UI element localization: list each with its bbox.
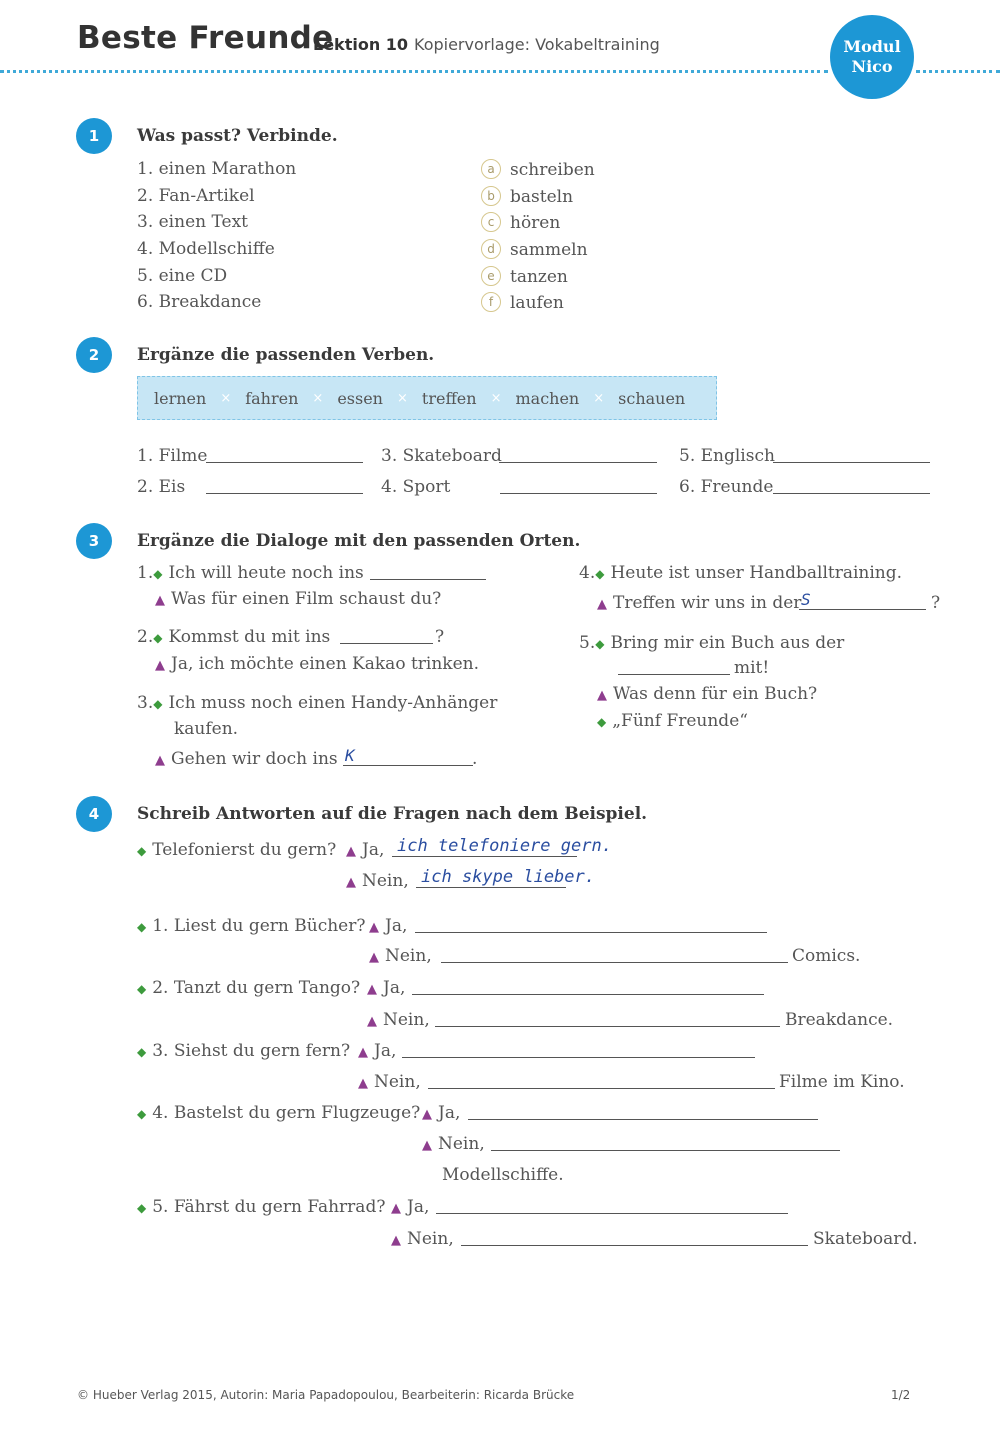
ex1-right-item: e tanzen	[481, 266, 568, 287]
ex2-item: 5. Englisch	[679, 446, 775, 466]
answer-line[interactable]	[441, 962, 788, 963]
word-bank	[137, 376, 717, 420]
dialog-3-line-a: 3.◆ Ich muss noch einen Handy-Anhänger	[137, 693, 498, 713]
ja-label: ▲ Ja,	[358, 1041, 397, 1061]
question-mark: ?	[931, 593, 941, 613]
module-badge	[830, 15, 914, 99]
ex1-left-item: 2. Fan-Artikel	[137, 186, 255, 206]
triangle-icon: ▲	[155, 593, 165, 608]
question-1: ◆ 1. Liest du gern Bücher?	[137, 916, 366, 936]
dialog-5-line-c: ◆ „Fünf Freunde“	[597, 711, 748, 731]
nein-label: ▲ Nein,	[369, 946, 432, 966]
dialog-3-line-b: ▲ Gehen wir doch ins	[155, 749, 338, 769]
ex1-right-item: c hören	[481, 212, 560, 233]
ex2-item: 2. Eis	[137, 477, 186, 497]
nein-label: ▲ Nein,	[358, 1072, 421, 1092]
question-4: ◆ 4. Bastelst du gern Flugzeuge?	[137, 1103, 421, 1123]
ex1-left-item: 5. eine CD	[137, 266, 228, 286]
triangle-icon: ▲	[422, 1107, 432, 1122]
nein-label: ▲ Nein,	[422, 1134, 485, 1154]
exercise-4-title: Schreib Antworten auf die Fragen nach dem Beispiel.	[137, 804, 648, 824]
header-divider-right	[916, 70, 1000, 73]
ex1-left-item: 4. Modellschiffe	[137, 239, 275, 259]
dialog-3-line-a2: kaufen.	[174, 719, 239, 739]
word-bank-word: machen	[515, 388, 580, 408]
lesson-label: Lektion 10	[313, 35, 409, 54]
triangle-icon: ▲	[155, 753, 165, 768]
example-answer-nein: ich skype lieber.	[421, 867, 595, 887]
exercise-3-title: Ergänze die Dialoge mit den passenden Orten.	[137, 531, 581, 551]
ja-label: ▲ Ja,	[391, 1197, 430, 1217]
option-letter-icon: d	[481, 239, 501, 259]
diamond-icon: ◆	[137, 844, 147, 858]
separator-icon: ×	[220, 390, 232, 406]
triangle-icon: ▲	[367, 1014, 377, 1029]
triangle-icon: ▲	[155, 658, 165, 673]
answer-line[interactable]	[428, 1088, 775, 1089]
question-mark: ?	[435, 627, 445, 647]
dialog-1-line-b: ▲ Was für einen Film schaust du?	[155, 589, 442, 609]
answer-line	[392, 856, 577, 857]
diamond-icon: ◆	[595, 637, 605, 651]
diamond-icon: ◆	[137, 1201, 147, 1215]
exercise-2-number: 2	[76, 337, 112, 373]
separator-icon: ×	[312, 390, 324, 406]
diamond-icon: ◆	[595, 567, 605, 581]
answer-line[interactable]	[436, 1213, 788, 1214]
word-bank-word: fahren	[245, 388, 299, 408]
answer-ending: Filme im Kino.	[779, 1072, 905, 1092]
answer-ending: Breakdance.	[785, 1010, 894, 1030]
ex2-item: 6. Freunde	[679, 477, 774, 497]
dialog-5-line-a2: mit!	[734, 658, 770, 678]
answer-line[interactable]	[491, 1150, 840, 1151]
exercise-4-number: 4	[76, 796, 112, 832]
triangle-icon: ▲	[597, 688, 607, 703]
dialog-5-line-b: ▲ Was denn für ein Buch?	[597, 684, 818, 704]
dialog-4-line-a: 4.◆ Heute ist unser Handballtraining.	[579, 563, 903, 583]
triangle-icon: ▲	[346, 875, 356, 890]
period: .	[472, 749, 478, 769]
ja-label: ▲ Ja,	[369, 916, 408, 936]
ex1-left-item: 3. einen Text	[137, 212, 248, 232]
answer-line[interactable]	[799, 609, 926, 610]
option-letter-icon: b	[481, 186, 501, 206]
answer-ending: Skateboard.	[813, 1229, 918, 1249]
answer-line[interactable]	[343, 765, 473, 766]
ex1-left-item: 6. Breakdance	[137, 292, 262, 312]
option-letter-icon: f	[481, 292, 501, 312]
nein-label: ▲ Nein,	[367, 1010, 430, 1030]
diamond-icon: ◆	[153, 697, 163, 711]
answer-line[interactable]	[206, 493, 363, 494]
diamond-icon: ◆	[597, 715, 607, 729]
option-letter-icon: a	[481, 159, 501, 179]
option-letter-icon: c	[481, 212, 501, 232]
page-subtitle: Kopiervorlage: Vokabeltraining	[414, 35, 660, 54]
ex2-item: 3. Skateboard	[381, 446, 502, 466]
triangle-icon: ▲	[422, 1138, 432, 1153]
answer-line[interactable]	[412, 994, 764, 995]
separator-icon: ×	[490, 390, 502, 406]
triangle-icon: ▲	[391, 1201, 401, 1216]
answer-line[interactable]	[206, 462, 363, 463]
dialog-2-line-b: ▲ Ja, ich möchte einen Kakao trinken.	[155, 654, 480, 674]
answer-line[interactable]	[370, 579, 486, 580]
answer-line[interactable]	[340, 643, 433, 644]
page-number: 1/2	[891, 1388, 911, 1402]
dialog-1-line-a: 1.◆ Ich will heute noch ins	[137, 563, 364, 583]
triangle-icon: ▲	[358, 1076, 368, 1091]
answer-line[interactable]	[618, 674, 730, 675]
ex1-right-item: b basteln	[481, 186, 573, 207]
handwritten-hint: S	[801, 590, 811, 609]
answer-line[interactable]	[415, 932, 767, 933]
answer-line[interactable]	[499, 462, 657, 463]
answer-ending: Modellschiffe.	[442, 1165, 564, 1185]
answer-ending: Comics.	[792, 946, 861, 966]
header-divider	[0, 70, 828, 73]
question-3: ◆ 3. Siehst du gern fern?	[137, 1041, 351, 1061]
example-nein-label: ▲ Nein,	[346, 871, 409, 891]
example-question: ◆ Telefonierst du gern?	[137, 840, 337, 860]
dialog-2-line-a: 2.◆ Kommst du mit ins	[137, 627, 331, 647]
exercise-1-title: Was passt? Verbinde.	[137, 126, 338, 146]
triangle-icon: ▲	[597, 597, 607, 612]
triangle-icon: ▲	[391, 1233, 401, 1248]
handwritten-hint: K	[345, 746, 355, 765]
triangle-icon: ▲	[367, 982, 377, 997]
answer-line[interactable]	[402, 1057, 755, 1058]
module-badge-line2: Nico	[851, 57, 893, 76]
option-letter-icon: e	[481, 266, 501, 286]
dialog-5-line-a: 5.◆ Bring mir ein Buch aus der	[579, 633, 845, 653]
word-bank-word: essen	[337, 388, 383, 408]
module-badge-line1: Modul	[843, 37, 901, 56]
ja-label: ▲ Ja,	[367, 978, 406, 998]
diamond-icon: ◆	[137, 1107, 147, 1121]
ex2-item: 4. Sport	[381, 477, 451, 497]
word-bank-word: schauen	[618, 388, 686, 408]
ex2-item: 1. Filme	[137, 446, 208, 466]
ex1-left-item: 1. einen Marathon	[137, 159, 297, 179]
nein-label: ▲ Nein,	[391, 1229, 454, 1249]
dialog-4-line-b: ▲ Treffen wir uns in der	[597, 593, 802, 613]
answer-line[interactable]	[500, 493, 657, 494]
ja-label: ▲ Ja,	[422, 1103, 461, 1123]
diamond-icon: ◆	[153, 631, 163, 645]
separator-icon: ×	[593, 390, 605, 406]
triangle-icon: ▲	[358, 1045, 368, 1060]
page-title: Beste Freunde	[77, 20, 334, 56]
ex1-right-item: a schreiben	[481, 159, 595, 180]
question-2: ◆ 2. Tanzt du gern Tango?	[137, 978, 361, 998]
exercise-1-number: 1	[76, 118, 112, 154]
triangle-icon: ▲	[369, 950, 379, 965]
diamond-icon: ◆	[137, 1045, 147, 1059]
answer-line[interactable]	[468, 1119, 818, 1120]
example-ja-label: ▲ Ja,	[346, 840, 385, 860]
triangle-icon: ▲	[346, 844, 356, 859]
footer-credits: © Hueber Verlag 2015, Autorin: Maria Papadopoulou, Bearbeiterin: Ricarda Brücke	[77, 1388, 575, 1402]
answer-line[interactable]	[435, 1026, 780, 1027]
triangle-icon: ▲	[369, 920, 379, 935]
ex1-right-item: f laufen	[481, 292, 564, 313]
answer-line[interactable]	[773, 493, 930, 494]
answer-line[interactable]	[773, 462, 930, 463]
exercise-3-number: 3	[76, 523, 112, 559]
diamond-icon: ◆	[137, 920, 147, 934]
answer-line	[416, 887, 566, 888]
separator-icon: ×	[396, 390, 408, 406]
word-bank-word: treffen	[421, 388, 477, 408]
answer-line[interactable]	[461, 1245, 808, 1246]
ex1-right-item: d sammeln	[481, 239, 588, 260]
diamond-icon: ◆	[137, 982, 147, 996]
question-5: ◆ 5. Fährst du gern Fahrrad?	[137, 1197, 386, 1217]
example-answer-ja: ich telefoniere gern.	[397, 836, 612, 856]
exercise-2-title: Ergänze die passenden Verben.	[137, 345, 435, 365]
diamond-icon: ◆	[153, 567, 163, 581]
word-bank-word: lernen	[154, 388, 207, 408]
